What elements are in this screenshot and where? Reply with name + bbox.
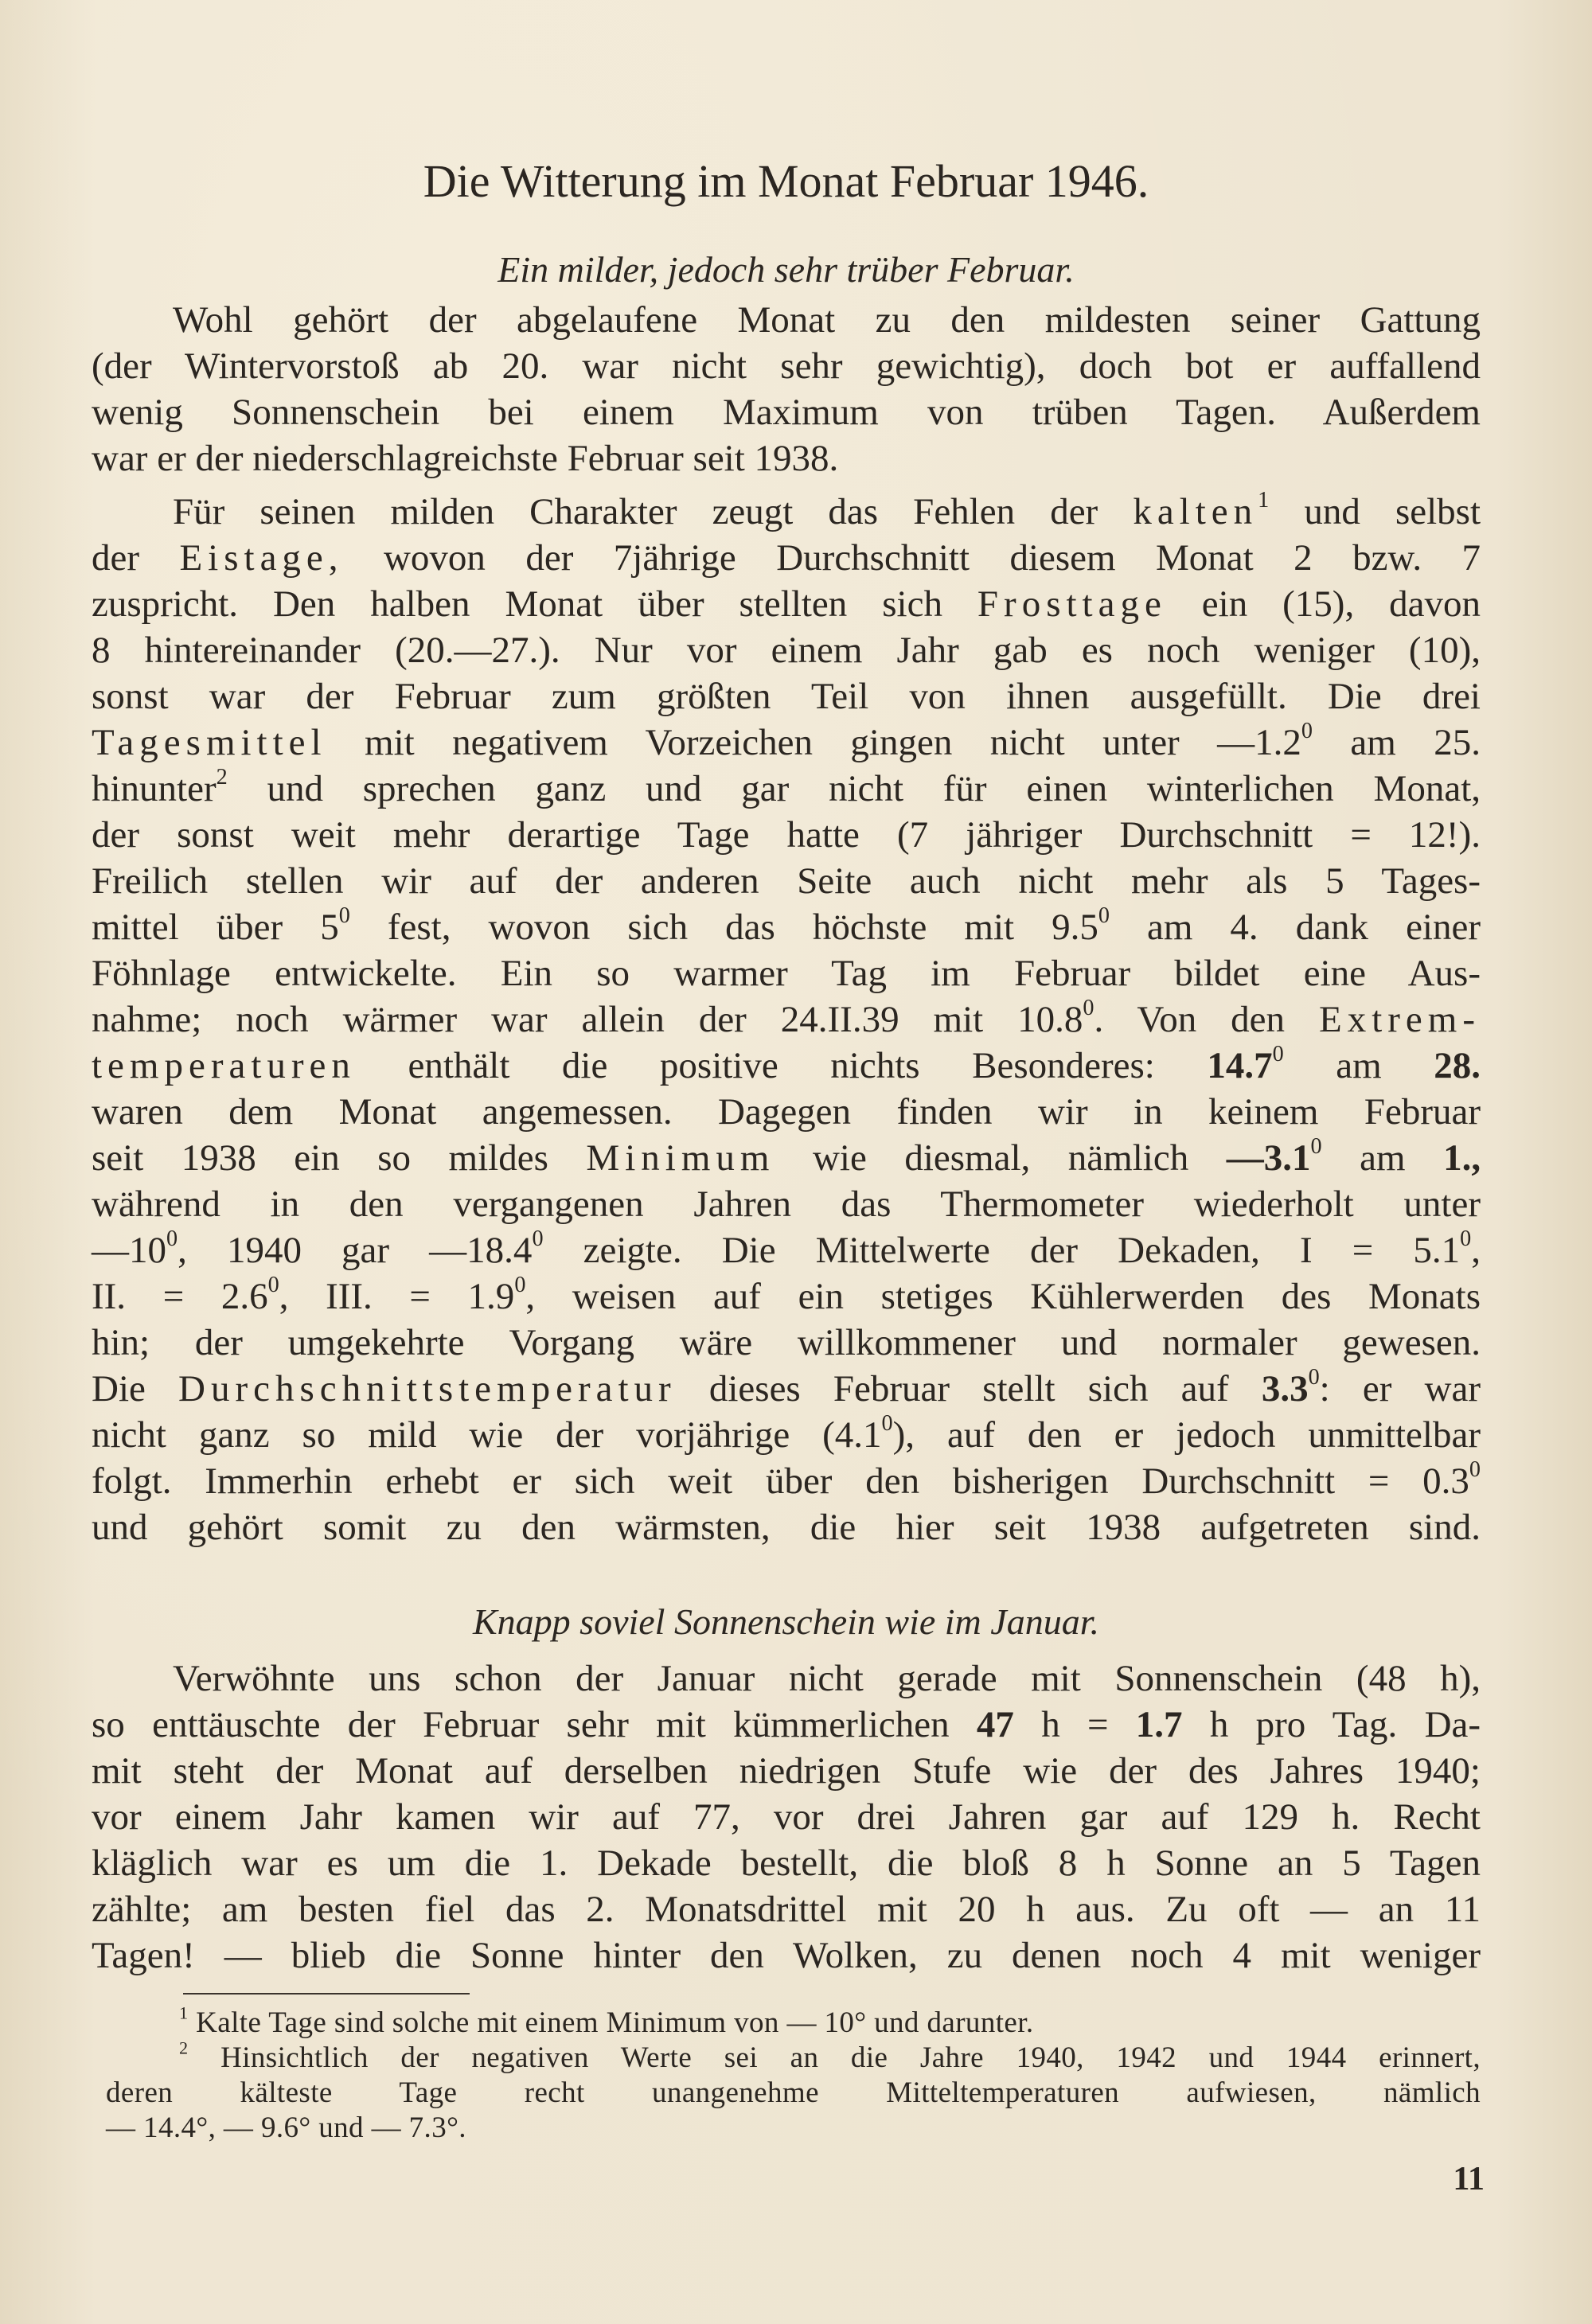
text-line: deren kälteste Tage recht unangenehme Mitteltemperaturen aufwiesen, nämlich <box>106 2076 1481 2109</box>
text-line: kläglich war es um die 1. Dekade bestellt, die bloß 8 h Sonne an 5 Tagen <box>92 1842 1481 1884</box>
spaced-term: Eistage, <box>179 537 344 579</box>
text-line: Wohl gehört der abgelaufene Monat zu den mildesten seiner Gattung <box>173 299 1481 341</box>
footnote-divider <box>183 1993 470 1995</box>
text-line: II. = $2.6^0$, III. = $1.9^0$, weisen auf ein stetiges Kühlerwerden des Monats <box>92 1272 1481 1317</box>
text-line: nahme; noch wärmer war allein der 24.II.39 mit 10.8$^0$. Von den Extrem- <box>92 995 1481 1040</box>
spaced-term: temperaturen <box>92 1045 356 1086</box>
text-line: mit steht der Monat auf derselben niedrigen Stufe wie der des Jahres 1940; <box>92 1750 1481 1792</box>
spaced-term: Extrem- <box>1319 999 1481 1040</box>
text-line: hin; der umgekehrte Vorgang wäre willkommener und normaler gewesen. <box>92 1322 1481 1363</box>
spaced-term: Tagesmittel <box>92 722 327 763</box>
text-line: Die Durchschnittstemperatur dieses Februar stellt sich auf $3.3^0$: er war <box>92 1364 1481 1410</box>
footnote-ref: 2 <box>216 764 228 790</box>
text-line: seit 1938 ein so mildes Minimum wie diesmal, nämlich $—3.1^0$ am 1., <box>92 1133 1481 1179</box>
spaced-term: Frosttage <box>977 583 1167 625</box>
footnote-2: $^2$ Hinsichtlich der negativen Werte sei an die Jahre 1940, 1942 und 1944 erinnert, <box>179 2037 1481 2074</box>
text-line: vor einem Jahr kamen wir auf 77, vor drei Jahren gar auf 129 h. Recht <box>92 1796 1481 1838</box>
text-line: — 14.4°, — 9.6° und — 7.3°. <box>106 2111 466 2144</box>
text-line: sonst war der Februar zum größten Teil von ihnen ausgefüllt. Die drei <box>92 676 1481 717</box>
spaced-term: Minimum <box>586 1137 775 1179</box>
text-line: temperaturen enthält die positive nichts Besonderes: 14.7$^0$ am 28. <box>92 1041 1481 1086</box>
page-title: Die Witterung im Monat Februar 1946. <box>423 155 1149 207</box>
text-line: und gehört somit zu den wärmsten, die hier seit 1938 aufgetreten sind. <box>92 1507 1481 1548</box>
text-line: 8 hintereinander (20.—27.). Nur vor einem Jahr gab es noch weniger (10), <box>92 630 1481 671</box>
text-line: Für seinen milden Charakter zeugt das Fehlen der kalten$^1$ und selbst <box>173 487 1481 532</box>
text-line: $—10^0$, 1940 gar —18.4$^0$ zeigte. Die Mittelwerte der Dekaden, $I = 5.1^0$, <box>92 1226 1481 1271</box>
footnote-mark: 2 <box>179 2037 189 2058</box>
text-line: folgt. Immerhin erhebt er sich weit über den bisherigen Durchschnitt = $0.3^0$ <box>92 1456 1481 1502</box>
text-line: Verwöhnte uns schon der Januar nicht gerade mit Sonnenschein (48 h), <box>173 1658 1481 1699</box>
text-line: waren dem Monat angemessen. Dagegen finden wir in keinem Februar <box>92 1091 1481 1133</box>
text-line: zuspricht. Den halben Monat über stellten sich Frosttage ein (15), davon <box>92 583 1481 625</box>
footnote-1: $^1$ Kalte Tage sind solche mit einem Minimum von — 10° und darunter. <box>179 2002 1034 2039</box>
text-line: Tagesmittel mit negativem Vorzeichen gingen nicht unter $—1.2^0$ am 25. <box>92 718 1481 763</box>
text-line: Föhnlage entwickelte. Ein so warmer Tag im Februar bildet eine Aus- <box>92 953 1481 994</box>
page-number: 11 <box>1453 2161 1485 2197</box>
text-line: so enttäuschte der Februar sehr mit kümmerlichen 47 h = 1.7 h pro Tag. Da- <box>92 1704 1481 1745</box>
text-line: hinunter$^2$ und sprechen ganz und gar nicht für einen winterlichen Monat, <box>92 764 1481 809</box>
text-line: Tagen! — blieb die Sonne hinter den Wolken, zu denen noch 4 mit weniger <box>92 1935 1481 1976</box>
text-line: Freilich stellen wir auf der anderen Seite auch nicht mehr als 5 Tages- <box>92 860 1481 902</box>
section-heading-sunshine: Knapp soviel Sonnenschein wie im Januar. <box>472 1601 1099 1642</box>
section-heading-mild-february: Ein milder, jedoch sehr trüber Februar. <box>498 249 1075 290</box>
spaced-term: kalten <box>1133 491 1258 532</box>
text-line: während in den vergangenen Jahren das Thermometer wiederholt unter <box>92 1183 1481 1225</box>
spaced-term: Durchschnittstemperatur <box>178 1368 677 1410</box>
text-line: der Eistage, wovon der 7jährige Durchschnitt diesem Monat 2 bzw. 7 <box>92 537 1481 579</box>
text-line: mittel über $5^0$ fest, wovon sich das höchste mit $9.5^0$ am 4. dank einer <box>92 903 1481 948</box>
text-line: nicht ganz so mild wie der vorjährige $(4.1^0)$, auf den er jedoch unmittelbar <box>92 1410 1481 1456</box>
footnote-ref: 1 <box>1258 487 1270 513</box>
text-line: der sonst weit mehr derartige Tage hatte (7 jähriger Durchschnitt = 12!). <box>92 814 1481 856</box>
footnote-mark: 1 <box>179 2002 189 2023</box>
text-line: (der Wintervorstoß ab 20. war nicht sehr gewichtig), doch bot er auffallend <box>92 345 1481 387</box>
text-line: zählte; am besten fiel das 2. Monatsdrittel mit 20 h aus. Zu oft — an 11 <box>92 1889 1481 1930</box>
text-line: war er der niederschlagreichste Februar seit 1938. <box>92 438 839 479</box>
text-line: wenig Sonnenschein bei einem Maximum von trüben Tagen. Außerdem <box>92 392 1481 433</box>
